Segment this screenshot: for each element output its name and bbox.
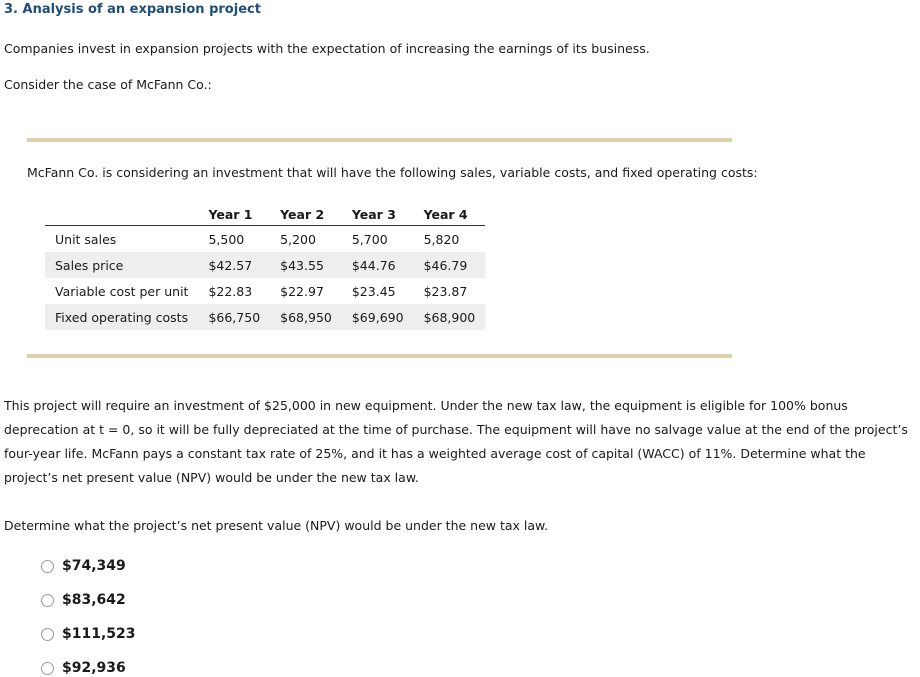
- question-title: 3. Analysis of an expansion project: [4, 2, 261, 17]
- divider-bottom: [27, 354, 732, 358]
- table-row: [45, 278, 485, 304]
- table-cell: 5,700: [351, 231, 388, 247]
- divider-top: [27, 138, 732, 142]
- project-description: This project will require an investment of $25,000 in new equipment. Under the new tax law, the equipment is eligible for 100% bonus deprecation at t = 0, so it will be fully depreciated at the time of purchase. The equipment will have no salvage value at the end of the project’s four-year life. McFann pays a constant tax rate of 25%, and it has a weighted average cost of capital (WACC) of 11%. Determine what the project’s net present value (NPV) would be under the new tax law.: [4, 398, 908, 485]
- table-cell: $44.76: [342, 252, 414, 278]
- header-year-4: Year 4: [414, 203, 486, 226]
- table-cell: 5,500: [208, 231, 245, 247]
- table-cell: $46.79: [414, 252, 486, 278]
- table-cell: $42.57: [198, 252, 270, 278]
- radio-button[interactable]: [41, 560, 54, 573]
- table-cell: $68,900: [414, 304, 486, 330]
- header-year-3: Year 3: [342, 203, 414, 226]
- header-year-2: Year 2: [270, 203, 342, 226]
- question-prompt: Determine what the project’s net present value (NPV) would be under the new tax law.: [4, 518, 549, 533]
- row-label: Variable cost per unit: [55, 283, 189, 299]
- table-cell: 5,200: [280, 231, 316, 247]
- table-header-row: [45, 203, 485, 226]
- radio-button[interactable]: [41, 628, 54, 641]
- table-row: [45, 304, 485, 330]
- row-label: Unit sales: [55, 231, 117, 247]
- intro-paragraph: Companies invest in expansion projects with the expectation of increasing the earnings of its business.: [4, 41, 650, 56]
- answer-option-2[interactable]: [41, 592, 126, 608]
- row-label: Fixed operating costs: [45, 304, 198, 330]
- answer-option-4[interactable]: [41, 660, 126, 676]
- option-label: $111,523: [62, 626, 136, 642]
- radio-button[interactable]: [41, 594, 54, 607]
- table-cell: $69,690: [342, 304, 414, 330]
- table-cell: $22.97: [280, 283, 324, 299]
- option-label: $92,936: [62, 660, 126, 676]
- table-cell: $66,750: [198, 304, 270, 330]
- header-blank: [45, 203, 198, 226]
- table-cell: $22.83: [208, 283, 253, 299]
- table-cell: $23.45: [351, 283, 396, 299]
- table-cell: $68,950: [270, 304, 342, 330]
- table-row: [45, 226, 485, 253]
- row-label: Sales price: [45, 252, 198, 278]
- option-label: $74,349: [62, 558, 126, 574]
- table-cell: $43.55: [270, 252, 342, 278]
- case-paragraph: Consider the case of McFann Co.:: [4, 77, 212, 92]
- table-intro: McFann Co. is considering an investment that will have the following sales, variable costs, and fixed operating costs:: [27, 165, 758, 180]
- table-cell: 5,820: [423, 231, 460, 247]
- option-label: $83,642: [62, 592, 126, 608]
- cost-table: [45, 203, 485, 330]
- answer-option-1[interactable]: [41, 558, 126, 574]
- answer-option-3[interactable]: [41, 626, 136, 642]
- header-year-1: Year 1: [198, 203, 270, 226]
- table-cell: $23.87: [423, 283, 468, 299]
- table-row: [45, 252, 485, 278]
- radio-button[interactable]: [41, 662, 54, 675]
